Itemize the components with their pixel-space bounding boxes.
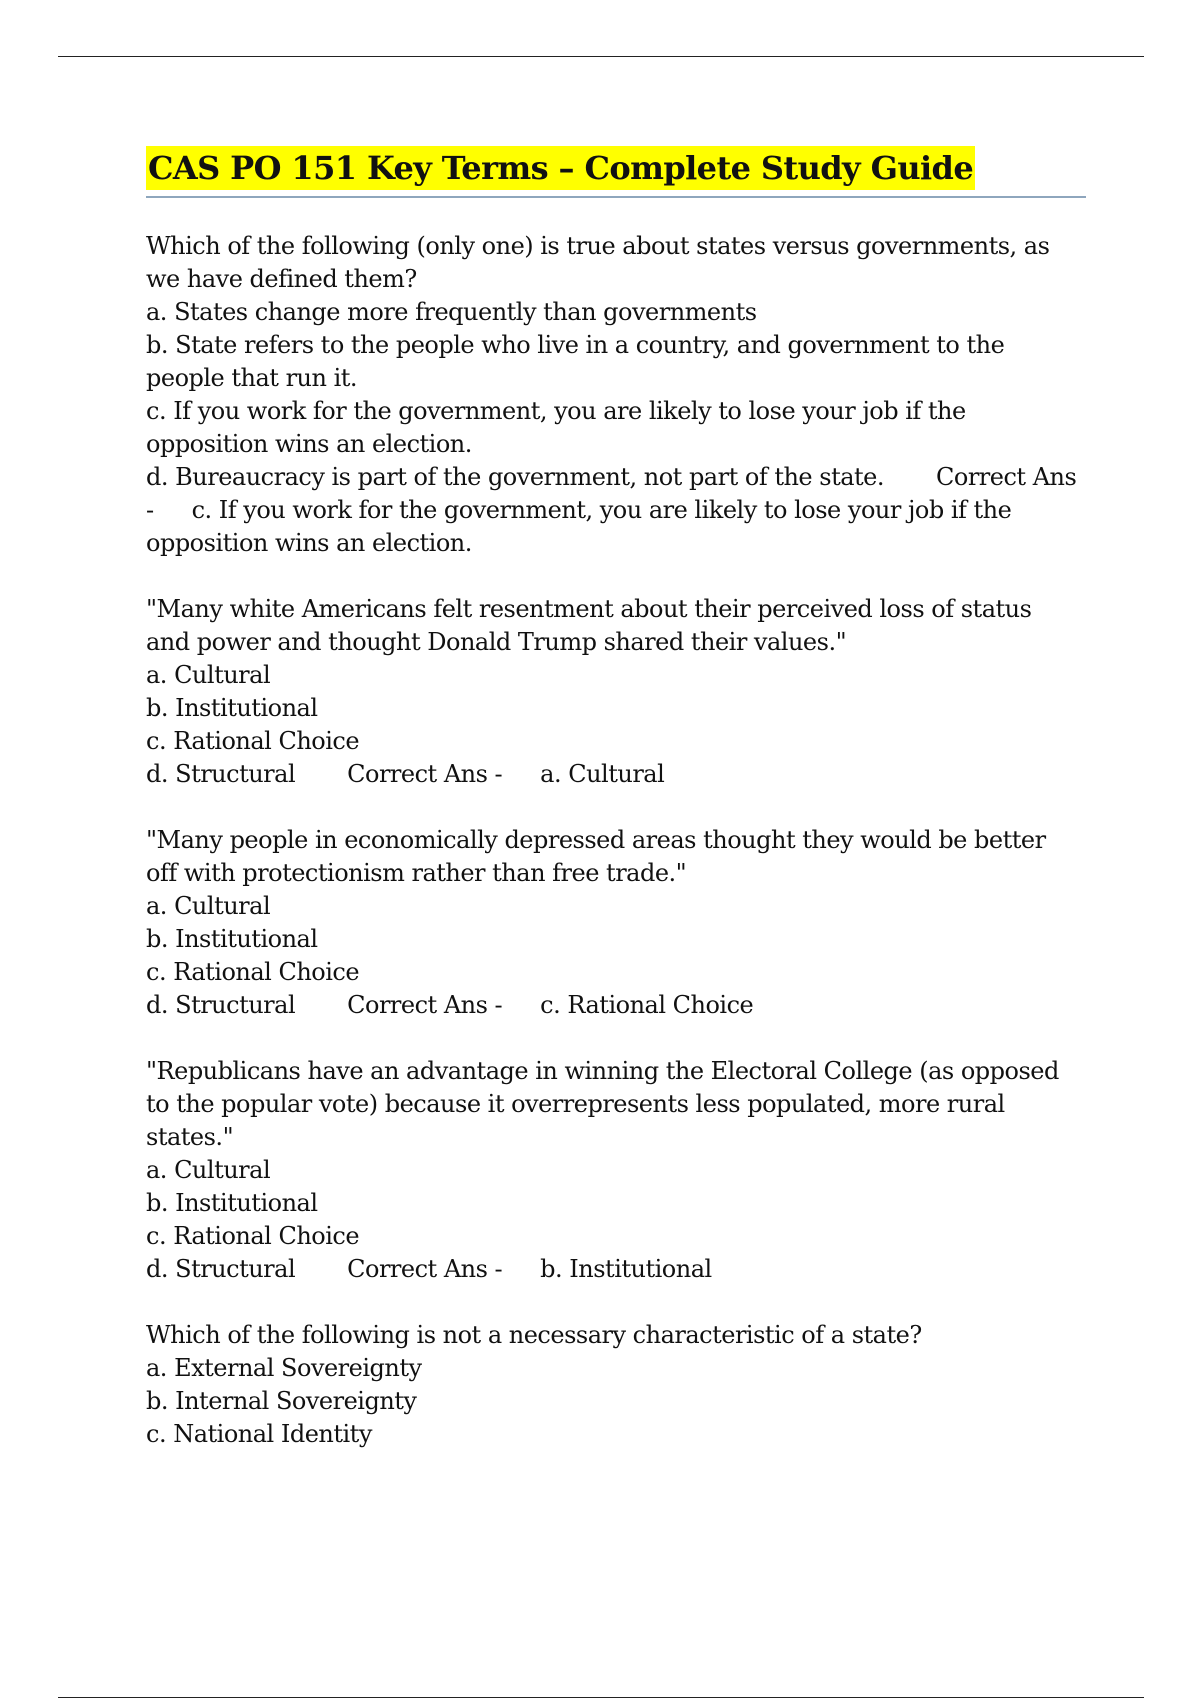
correct-answer-label: Correct Ans - [347, 1255, 503, 1283]
option-with-answer [146, 989, 1086, 1022]
answer-line [146, 494, 1086, 527]
option-with-answer [146, 461, 1086, 494]
option: a. Cultural [146, 661, 271, 689]
correct-answer-label: Correct Ans [936, 463, 1077, 491]
page-title: CAS PO 151 Key Terms – Complete Study Guide [146, 146, 975, 190]
option: c. Rational Choice [146, 958, 360, 986]
question-2 [146, 593, 1086, 791]
question-stem-line: to the popular vote) because it overrepresents less populated, more rural [146, 1090, 1005, 1118]
option: b. Institutional [146, 1189, 318, 1217]
correct-answer-text: c. If you work for the government, you are likely to lose your job if the [191, 496, 1012, 524]
option: a. External Sovereignty [146, 1354, 422, 1382]
bottom-rule [58, 1697, 1144, 1698]
option-continued: people that run it. [146, 364, 358, 392]
correct-answer-text: b. Institutional [540, 1255, 712, 1283]
option: c. National Identity [146, 1420, 372, 1448]
answer-dash: - [146, 496, 154, 524]
option-continued: opposition wins an election. [146, 430, 472, 458]
correct-answer-label: Correct Ans - [347, 760, 503, 788]
option: d. Bureaucracy is part of the government, not part of the state. [146, 463, 885, 491]
question-stem-line: "Republicans have an advantage in winning the Electoral College (as opposed [146, 1057, 1059, 1085]
top-rule [58, 56, 1144, 57]
question-stem-line: states." [146, 1123, 234, 1151]
option: b. Institutional [146, 694, 318, 722]
question-stem-line: off with protectionism rather than free trade." [146, 859, 687, 887]
option: b. Institutional [146, 925, 318, 953]
question-4 [146, 1055, 1086, 1286]
option: a. Cultural [146, 1156, 271, 1184]
question-5 [146, 1319, 1086, 1451]
option: d. Structural [146, 760, 296, 788]
question-stem-line: we have defined them? [146, 265, 417, 293]
correct-answer-text: a. Cultural [540, 760, 665, 788]
option: b. State refers to the people who live in a country, and government to the [146, 331, 1005, 359]
option: c. Rational Choice [146, 1222, 360, 1250]
title-block [146, 146, 1086, 198]
question-stem-line: "Many people in economically depressed areas thought they would be better [146, 826, 1046, 854]
option: c. If you work for the government, you are likely to lose your job if the [146, 397, 966, 425]
correct-answer-label: Correct Ans - [347, 991, 503, 1019]
document-body [146, 146, 1086, 1484]
question-3 [146, 824, 1086, 1022]
question-stem-line: Which of the following is not a necessary characteristic of a state? [146, 1321, 922, 1349]
option: d. Structural [146, 1255, 296, 1283]
option: c. Rational Choice [146, 727, 360, 755]
option-with-answer [146, 758, 1086, 791]
option: b. Internal Sovereignty [146, 1387, 417, 1415]
option: a. States change more frequently than governments [146, 298, 757, 326]
option-with-answer [146, 1253, 1086, 1286]
correct-answer-text: c. Rational Choice [540, 991, 754, 1019]
correct-answer-continued: opposition wins an election. [146, 529, 472, 557]
question-1 [146, 230, 1086, 560]
question-stem-line: "Many white Americans felt resentment about their perceived loss of status [146, 595, 1032, 623]
option: a. Cultural [146, 892, 271, 920]
option: d. Structural [146, 991, 296, 1019]
question-stem-line: and power and thought Donald Trump shared their values." [146, 628, 847, 656]
question-stem-line: Which of the following (only one) is true about states versus governments, as [146, 232, 1050, 260]
